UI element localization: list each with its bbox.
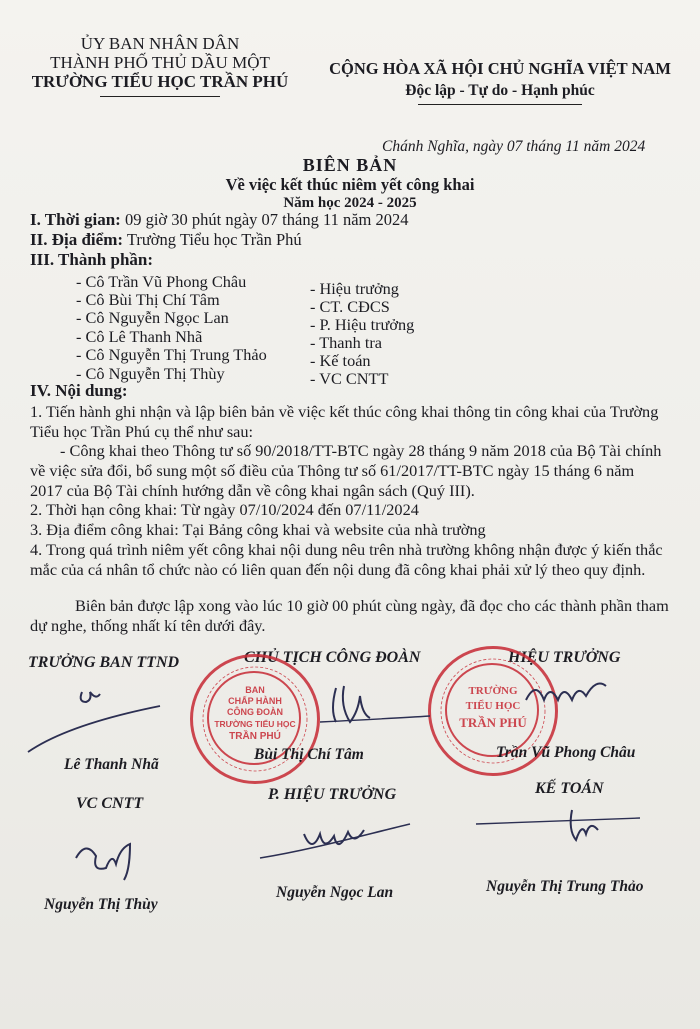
content-paragraph-3: 3. Địa điểm công khai: Tại Bảng công khai và website của nhà trường xyxy=(30,520,486,539)
section-content-label: IV. Nội dung: xyxy=(30,381,128,400)
signer-1-name: Lê Thanh Nhã xyxy=(64,756,159,773)
member-role: - P. Hiệu trưởng xyxy=(310,315,415,334)
member-name: - Cô Bùi Thị Chí Tâm xyxy=(76,290,220,309)
content-paragraph-2: 2. Thời hạn công khai: Từ ngày 07/10/2024 đến 07/11/2024 xyxy=(30,500,419,519)
signer-3-name: Trần Vũ Phong Châu xyxy=(496,744,636,761)
member-role: - VC CNTT xyxy=(310,369,389,388)
issuer-line-1: ỦY BAN NHÂN DÂN xyxy=(80,34,240,53)
member-role: - Kế toán xyxy=(310,351,371,370)
signature-4 xyxy=(60,830,170,890)
member-name: - Cô Trần Vũ Phong Châu xyxy=(76,272,247,291)
signer-6-title: KẾ TOÁN xyxy=(535,780,604,797)
motto-underline xyxy=(418,104,582,105)
member-name: - Cô Nguyễn Ngọc Lan xyxy=(76,308,229,327)
title-line-3: Năm học 2024 - 2025 xyxy=(283,195,417,211)
member-role: - CT. CĐCS xyxy=(310,297,390,316)
signature-3 xyxy=(520,670,640,720)
union-stamp-line-2: CHẤP HÀNH xyxy=(228,696,282,706)
title-line-1: BIÊN BẢN xyxy=(302,155,398,175)
section-place-value: Trường Tiểu học Trần Phú xyxy=(126,230,302,249)
section-time xyxy=(30,210,409,230)
national-motto: Độc lập - Tự do - Hạnh phúc xyxy=(405,82,595,99)
union-stamp-line-3: CÔNG ĐOÀN xyxy=(227,707,283,717)
national-heading xyxy=(300,58,700,102)
union-stamp-line-1: BAN xyxy=(245,685,265,695)
signature-2 xyxy=(300,678,440,738)
signature-6 xyxy=(470,800,650,860)
signer-5-title: P. HIỆU TRƯỞNG xyxy=(268,786,397,803)
place-date: Chánh Nghĩa, ngày 07 tháng 11 năm 2024 xyxy=(382,138,646,155)
issuer-line-3: TRƯỜNG TIỂU HỌC TRẦN PHÚ xyxy=(31,72,289,91)
issuer-line-2: THÀNH PHỐ THỦ DẦU MỘT xyxy=(50,53,270,72)
section-place-label: II. Địa điểm: xyxy=(30,230,124,249)
signer-3-title: HIỆU TRƯỞNG xyxy=(508,649,621,666)
signer-5-name: Nguyễn Ngọc Lan xyxy=(276,884,394,901)
school-stamp-line-3: TRẦN PHÚ xyxy=(459,715,527,730)
issuer-block xyxy=(20,34,300,91)
signature-1 xyxy=(20,680,170,760)
member-name: - Cô Lê Thanh Nhã xyxy=(76,327,203,346)
union-stamp-line-5: TRẦN PHÚ xyxy=(229,731,281,742)
content-paragraph-4: 4. Trong quá trình niêm yết công khai nội dung nêu trên nhà trường không nhận được ý kiến thắc mắc của cá nhân tổ chức nào có liên quan đến nội dung đã công khai phải xử lý theo quy định. xyxy=(30,540,663,579)
document-title xyxy=(150,156,550,213)
member-role: - Thanh tra xyxy=(310,333,383,352)
signer-2-name: Bùi Thị Chí Tâm xyxy=(254,746,364,763)
signer-4-title: VC CNTT xyxy=(76,795,144,812)
signer-2-title: CHỦ TỊCH CÔNG ĐOÀN xyxy=(244,649,421,666)
section-time-value: 09 giờ 30 phút ngày 07 tháng 11 năm 2024 xyxy=(124,210,409,229)
signature-5 xyxy=(250,812,420,872)
section-time-label: I. Thời gian: xyxy=(30,210,121,229)
issuer-underline xyxy=(100,96,220,97)
national-name: CỘNG HÒA XÃ HỘI CHỦ NGHĨA VIỆT NAM xyxy=(329,59,671,78)
section-members-label: III. Thành phần: xyxy=(30,250,154,269)
union-stamp-line-4: TRƯỜNG TIỂU HỌC xyxy=(214,719,296,729)
school-stamp-line-2: TIỂU HỌC xyxy=(465,700,521,712)
member-role: - Hiệu trưởng xyxy=(310,279,399,298)
member-name: - Cô Nguyễn Thị Thùy xyxy=(76,364,225,383)
title-line-2: Về việc kết thúc niêm yết công khai xyxy=(225,175,475,194)
section-place xyxy=(30,230,302,250)
signer-6-name: Nguyễn Thị Trung Thảo xyxy=(486,878,644,895)
signer-1-title: TRƯỞNG BAN TTND xyxy=(28,654,180,671)
content-paragraph-1: 1. Tiến hành ghi nhận và lập biên bản về việc kết thúc công khai thông tin công khai của Trường Tiểu học Trần Phú cụ thể như sau: xyxy=(30,402,659,441)
member-name: - Cô Nguyễn Thị Trung Thảo xyxy=(76,345,267,364)
school-stamp-line-1: TRƯỜNG xyxy=(468,685,518,697)
content-closing: Biên bản được lập xong vào lúc 10 giờ 00 phút cùng ngày, đã đọc cho các thành phần tham dự nghe, thống nhất kí tên dưới đây. xyxy=(30,596,669,635)
content-paragraph-1a: - Công khai theo Thông tư số 90/2018/TT-BTC ngày 28 tháng 9 năm 2018 của Bộ Tài chính về việc sửa đổi, bổ sung một số điều của Thông tư số 61/2017/TT-BTC ngày 15 tháng 6 năm 2017 của Bộ Tài chính hướng dẫn về công khai ngân sách (Quý III). xyxy=(30,441,662,500)
signer-4-name: Nguyễn Thị Thùy xyxy=(44,896,158,913)
